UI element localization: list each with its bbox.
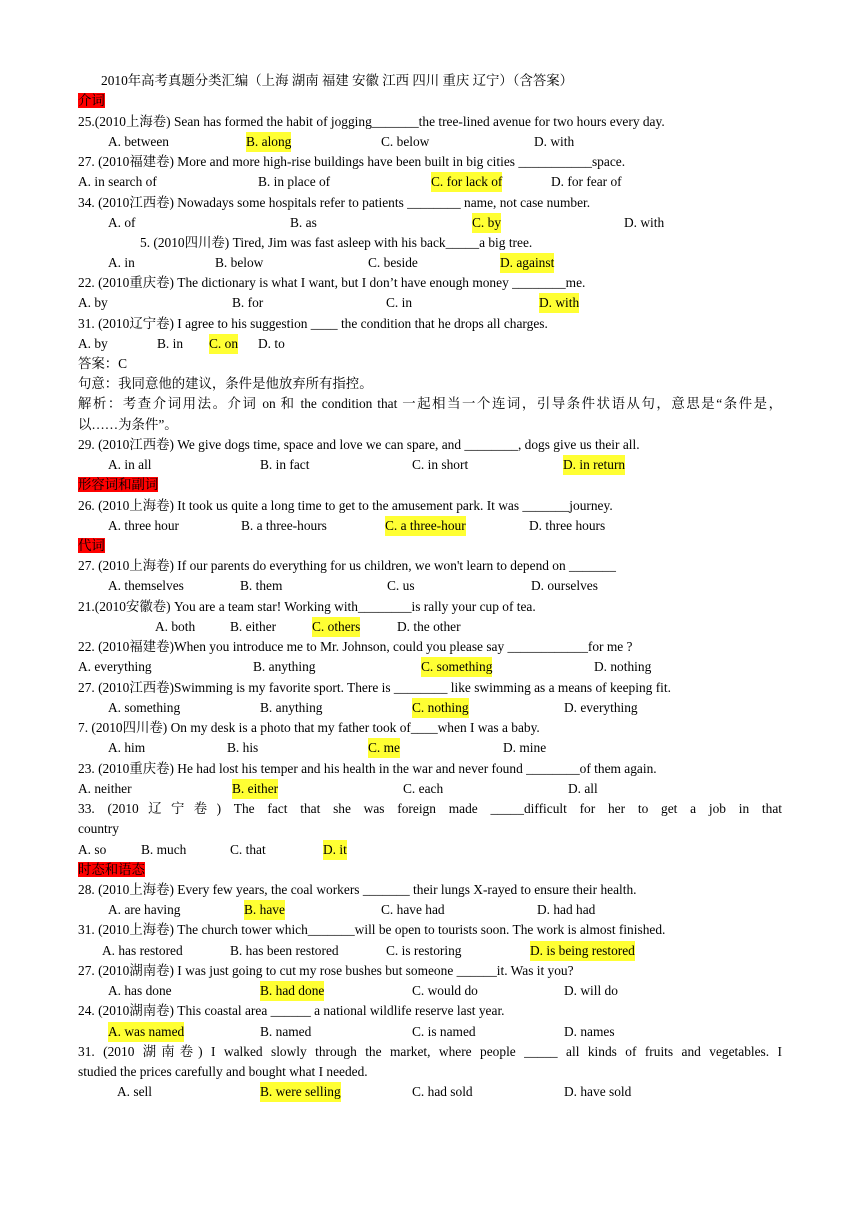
option-row bbox=[0, 900, 860, 920]
option: B. for bbox=[232, 295, 264, 310]
option: A. three hour bbox=[108, 518, 180, 533]
option-answer: B. have bbox=[244, 900, 285, 920]
option: A. by bbox=[78, 295, 108, 310]
option: A. between bbox=[108, 134, 169, 149]
question-stem: 22. (2010福建卷)When you introduce me to Mr. Johnson, could you please say ____________for me ? bbox=[78, 639, 633, 654]
question-stem: 21.(2010安徽卷) You are a team star! Working with________is rally your cup of tea. bbox=[78, 599, 536, 614]
option: A. him bbox=[108, 740, 146, 755]
option: D. all bbox=[568, 781, 598, 796]
option: B. has been restored bbox=[230, 943, 339, 958]
question-stem: 27. (2010湖南卷) I was just going to cut my rose bushes but someone ______it. Was it you? bbox=[78, 963, 574, 978]
option-row bbox=[0, 738, 860, 758]
question-stem: 23. (2010重庆卷) He had lost his temper and his health in the war and never found ________of them again. bbox=[78, 761, 657, 776]
option: B. named bbox=[260, 1024, 312, 1039]
option: C. below bbox=[381, 134, 430, 149]
option-row bbox=[0, 698, 860, 718]
option: D. to bbox=[258, 336, 285, 351]
section-heading-tense-voice: 时态和语态 bbox=[78, 862, 145, 877]
option: D. everything bbox=[564, 700, 638, 715]
option: C. in short bbox=[412, 457, 469, 472]
question-stem-continued: country bbox=[78, 821, 119, 836]
option: A. something bbox=[108, 700, 181, 715]
option-answer: B. were selling bbox=[260, 1082, 341, 1102]
option-row bbox=[0, 617, 860, 637]
option: A. so bbox=[78, 842, 107, 857]
option: B. much bbox=[141, 842, 187, 857]
option: A. of bbox=[108, 215, 136, 230]
option-answer: A. was named bbox=[108, 1022, 184, 1042]
option-answer: C. for lack of bbox=[431, 172, 502, 192]
section-heading-adjectives-adverbs: 形容词和副词 bbox=[78, 477, 159, 492]
option-row bbox=[0, 840, 860, 860]
option: B. a three-hours bbox=[241, 518, 327, 533]
option-row bbox=[0, 293, 860, 313]
option-row bbox=[0, 172, 860, 192]
option: D. with bbox=[534, 134, 575, 149]
analysis-text: 以……为条件”。 bbox=[78, 417, 178, 432]
option: D. three hours bbox=[529, 518, 606, 533]
option: C. in bbox=[386, 295, 413, 310]
option-answer: C. a three-hour bbox=[385, 516, 466, 536]
option-row bbox=[0, 657, 860, 677]
option: A. in bbox=[108, 255, 135, 270]
option: D. the other bbox=[397, 619, 461, 634]
option-answer: C. something bbox=[421, 657, 492, 677]
option: A. everything bbox=[78, 659, 152, 674]
option: C. would do bbox=[412, 983, 478, 998]
option-answer: D. against bbox=[500, 253, 554, 273]
option-answer: B. along bbox=[246, 132, 291, 152]
option-row bbox=[0, 981, 860, 1001]
section-heading-prepositions: 介词 bbox=[78, 93, 105, 108]
question-stem: 28. (2010上海卷) Every few years, the coal workers _______ their lungs X-rayed to ensure their health. bbox=[78, 882, 637, 897]
option: B. anything bbox=[260, 700, 323, 715]
document-title: 2010年高考真题分类汇编（上海 湖南 福建 安徽 江西 四川 重庆 辽宁）（含答案） bbox=[101, 73, 574, 88]
option-answer: D. in return bbox=[563, 455, 625, 475]
option: D. with bbox=[624, 215, 665, 230]
option-answer: C. on bbox=[209, 334, 238, 354]
option-row bbox=[0, 1022, 860, 1042]
option: A. in all bbox=[108, 457, 152, 472]
option: B. below bbox=[215, 255, 264, 270]
answer-line: 答案：C bbox=[78, 356, 128, 371]
question-stem: 31. (2010辽宁卷) I agree to his suggestion ____ the condition that he drops all charges. bbox=[78, 316, 548, 331]
option: B. his bbox=[227, 740, 259, 755]
question-stem: 33. (2010辽宁卷) The fact that she was foreign made _____difficult for her to get a job in that bbox=[78, 801, 782, 816]
option: C. that bbox=[230, 842, 266, 857]
option: A. sell bbox=[117, 1084, 152, 1099]
option: D. nothing bbox=[594, 659, 652, 674]
option: A. by bbox=[78, 336, 108, 351]
sentence-meaning: 句意：我同意他的建议，条件是他放弃所有指控。 bbox=[78, 376, 373, 391]
question-stem: 24. (2010湖南卷) This coastal area ______ a national wildlife reserve last year. bbox=[78, 1003, 505, 1018]
option-answer: C. nothing bbox=[412, 698, 469, 718]
question-stem: 27. (2010福建卷) More and more high-rise buildings have been built in big cities ___________space. bbox=[78, 154, 626, 169]
option: D. had had bbox=[537, 902, 596, 917]
option-row bbox=[0, 941, 860, 961]
option: D. have sold bbox=[564, 1084, 632, 1099]
question-stem: 29. (2010江西卷) We give dogs time, space and love we can spare, and ________, dogs give us their all. bbox=[78, 437, 640, 452]
option-row bbox=[0, 253, 860, 273]
option: B. as bbox=[290, 215, 317, 230]
option: A. in search of bbox=[78, 174, 157, 189]
option: C. us bbox=[387, 578, 415, 593]
option-answer: C. by bbox=[472, 213, 501, 233]
option-row bbox=[0, 779, 860, 799]
option: B. in fact bbox=[260, 457, 310, 472]
option-row bbox=[0, 1082, 860, 1102]
option: A. has restored bbox=[102, 943, 183, 958]
option: A. neither bbox=[78, 781, 132, 796]
option: C. each bbox=[403, 781, 444, 796]
option: C. had sold bbox=[412, 1084, 473, 1099]
question-stem: 25.(2010上海卷) Sean has formed the habit of jogging_______the tree-lined avenue for two hours every day. bbox=[78, 114, 665, 129]
option: D. ourselves bbox=[531, 578, 598, 593]
option: A. both bbox=[155, 619, 196, 634]
question-stem: 34. (2010江西卷) Nowadays some hospitals refer to patients ________ name, not case number. bbox=[78, 195, 591, 210]
analysis-text: 解析：考查介词用法。介词 on 和 the condition that 一起相当一个连词，引导条件状语从句，意思是“条件是， bbox=[78, 396, 782, 411]
option: D. names bbox=[564, 1024, 615, 1039]
option: C. is named bbox=[412, 1024, 476, 1039]
option-answer: D. is being restored bbox=[530, 941, 635, 961]
option-row bbox=[0, 455, 860, 475]
section-heading-pronouns: 代词 bbox=[78, 538, 105, 553]
option-row bbox=[0, 576, 860, 596]
option: A. themselves bbox=[108, 578, 184, 593]
option: D. will do bbox=[564, 983, 618, 998]
option-row bbox=[0, 132, 860, 152]
option: D. for fear of bbox=[551, 174, 622, 189]
question-stem: 22. (2010重庆卷) The dictionary is what I want, but I don’t have enough money ________me. bbox=[78, 275, 586, 290]
option: B. anything bbox=[253, 659, 316, 674]
question-stem: 27. (2010上海卷) If our parents do everything for us children, we won't learn to depend on _______ bbox=[78, 558, 616, 573]
option-answer: B. had done bbox=[260, 981, 324, 1001]
option-answer: D. with bbox=[539, 293, 579, 313]
question-stem: 7. (2010四川卷) On my desk is a photo that my father took of____when I was a baby. bbox=[78, 720, 540, 735]
option-answer: C. me bbox=[368, 738, 400, 758]
option-row bbox=[0, 516, 860, 536]
option-answer: C. others bbox=[312, 617, 360, 637]
option: A. are having bbox=[108, 902, 181, 917]
option: C. have had bbox=[381, 902, 445, 917]
option: B. them bbox=[240, 578, 283, 593]
option: B. in bbox=[157, 336, 184, 351]
option-row bbox=[0, 334, 860, 354]
option: B. either bbox=[230, 619, 277, 634]
option: B. in place of bbox=[258, 174, 331, 189]
question-stem: 26. (2010上海卷) It took us quite a long time to get to the amusement park. It was _______journey. bbox=[78, 498, 613, 513]
option: C. beside bbox=[368, 255, 418, 270]
question-stem: 31. (2010上海卷) The church tower which_______will be open to tourists soon. The work is almost finished. bbox=[78, 922, 666, 937]
question-stem: 31. (2010 湖南卷) I walked slowly through the market, where people _____ all kinds of fruits and vegetables. I bbox=[78, 1044, 782, 1059]
option: A. has done bbox=[108, 983, 172, 998]
option: C. is restoring bbox=[386, 943, 462, 958]
option-answer: B. either bbox=[232, 779, 278, 799]
question-stem: 27. (2010江西卷)Swimming is my favorite sport. There is ________ like swimming as a means of keeping fit. bbox=[78, 680, 671, 695]
question-stem-continued: studied the prices carefully and bought what I needed. bbox=[78, 1064, 368, 1079]
option: D. mine bbox=[503, 740, 547, 755]
option-answer: D. it bbox=[323, 840, 347, 860]
option-row bbox=[0, 213, 860, 233]
question-stem: 5. (2010四川卷) Tired, Jim was fast asleep with his back_____a big tree. bbox=[140, 235, 533, 250]
